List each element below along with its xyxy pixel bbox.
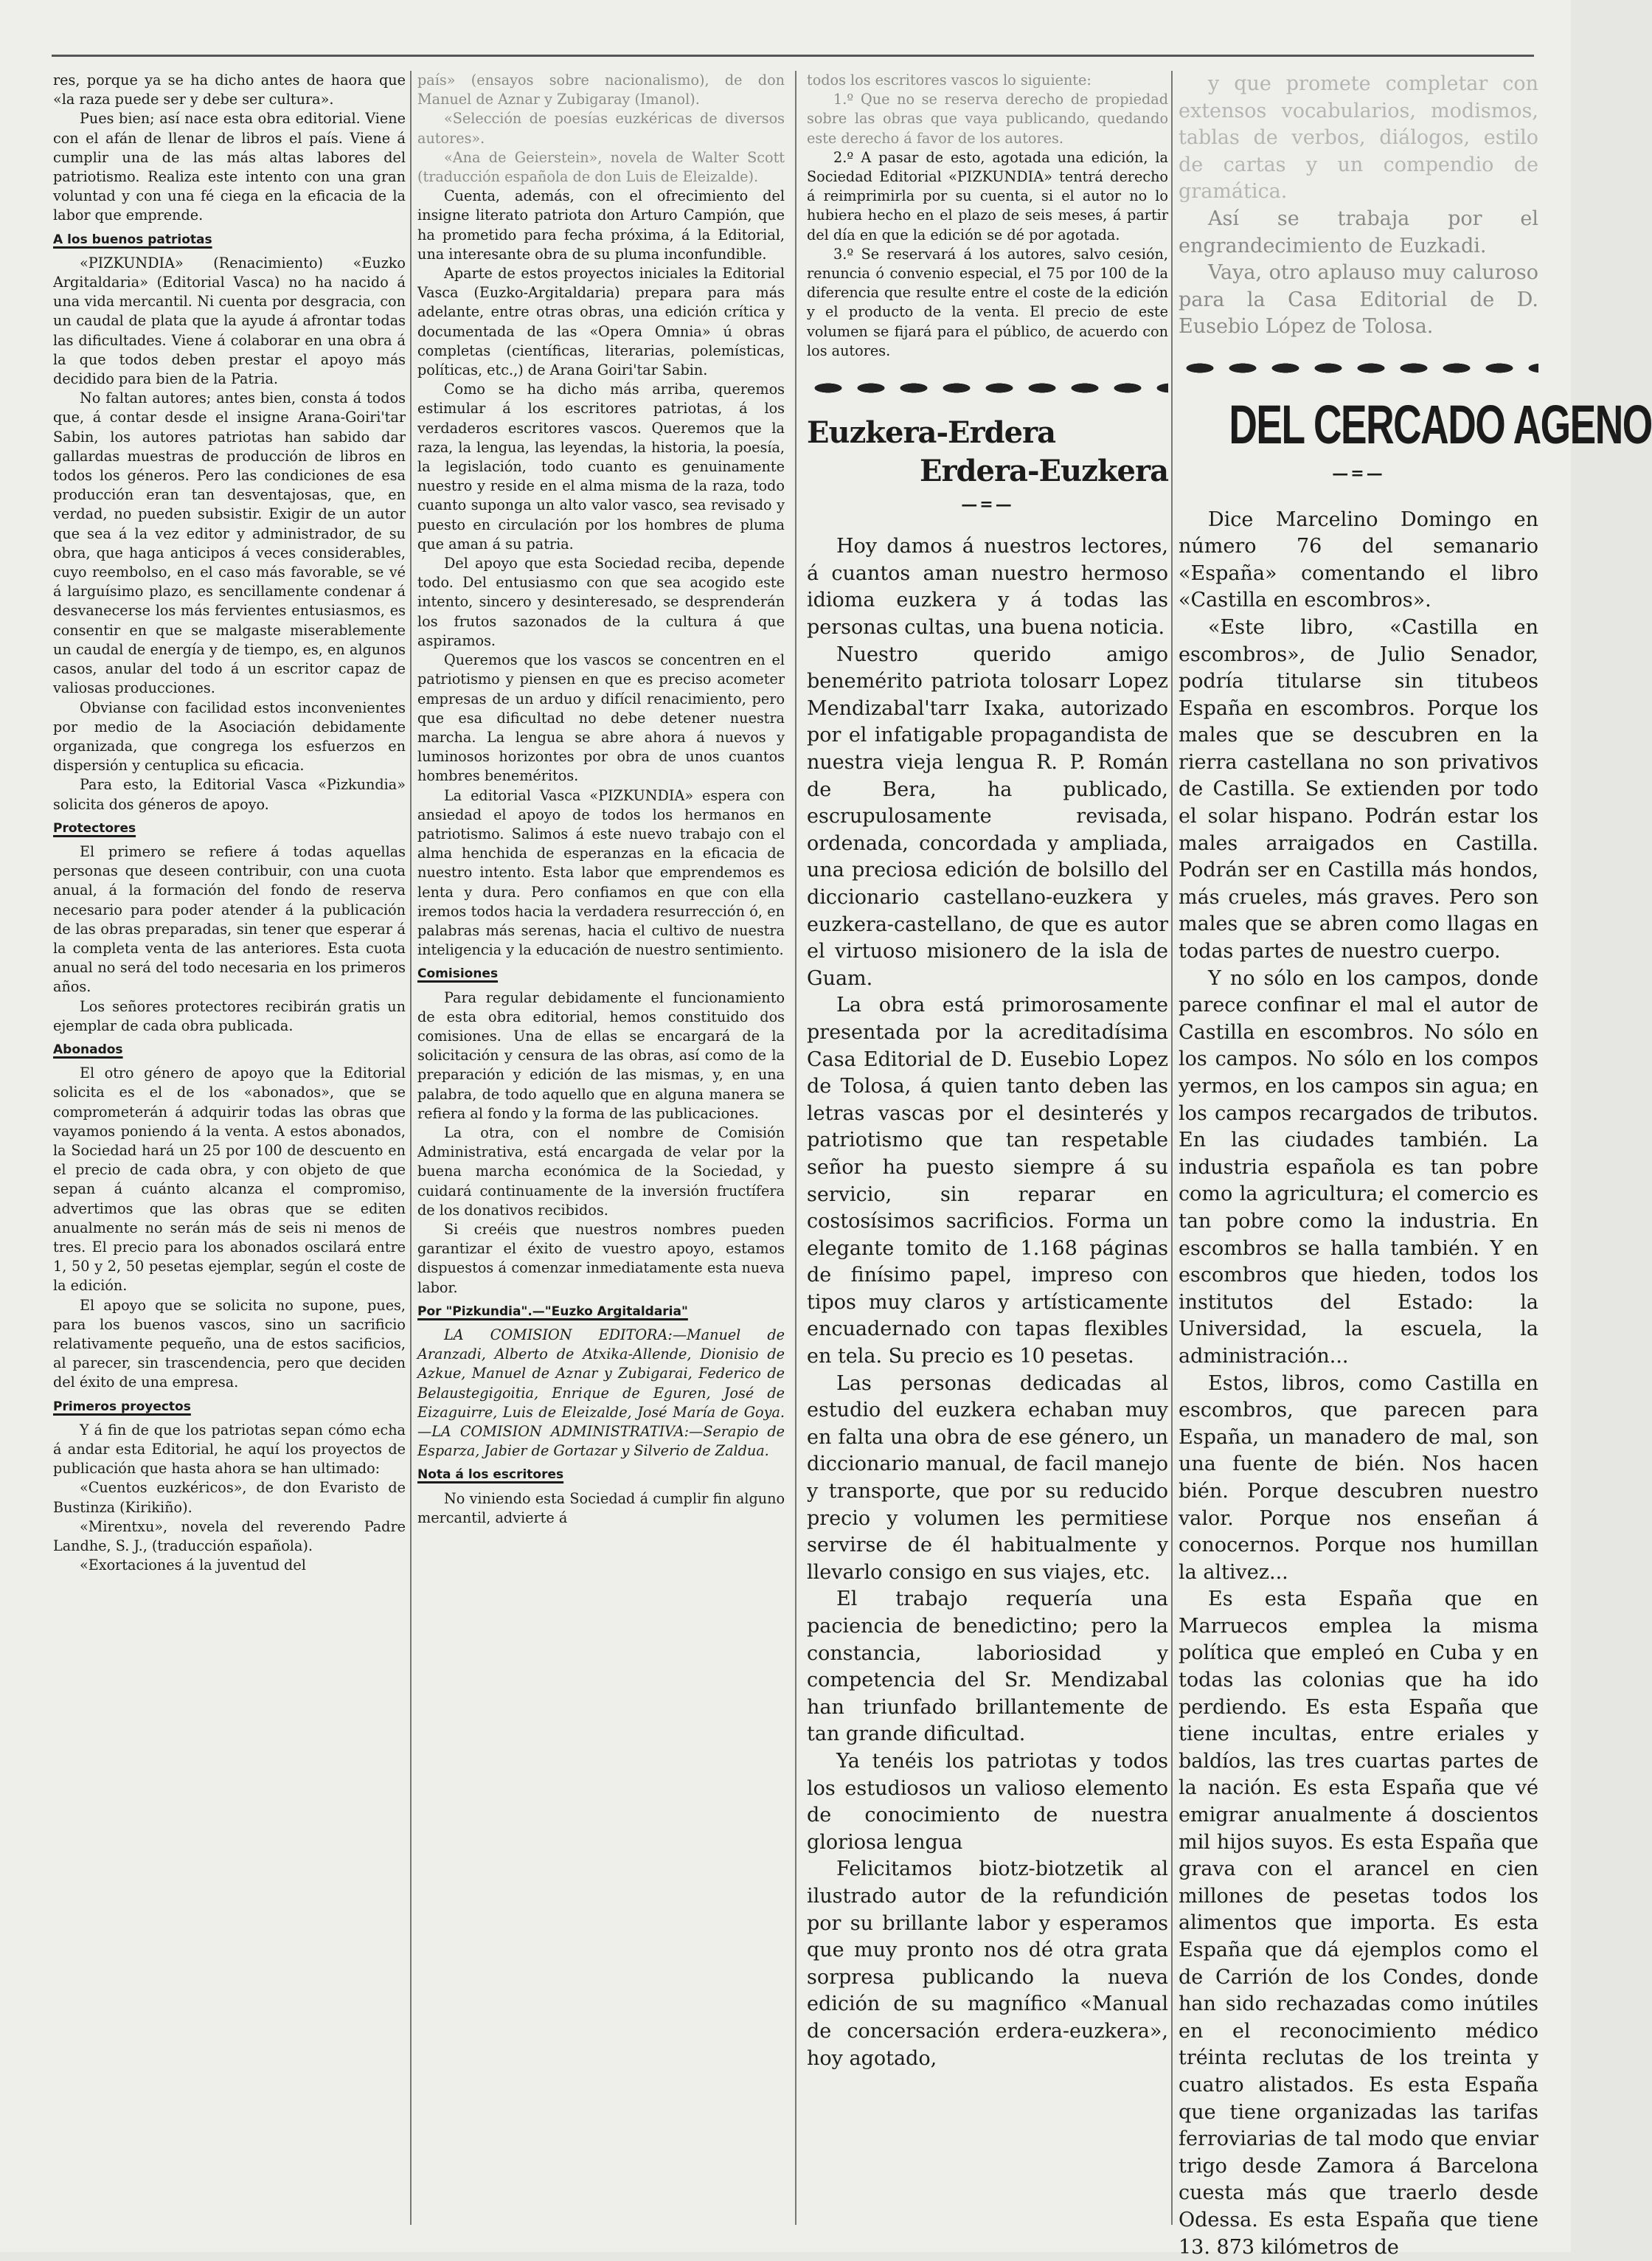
column-divider <box>795 71 796 2225</box>
column-2 <box>417 71 785 2225</box>
paragraph: «Este libro, «Castilla en escombros», de Julio Senador, podría titularse sin titubeos España en escombros. Porque los males que se descubren en la rierra castellana no son privativos de Castilla. Se extienden por todo el solar hispano. Podrán estar los males arraigados en Castilla. Podrán ser en Castilla más hondos, más crueles, más graves. Pero son males que se abren como llagas en todas partes de nuestro cuerpo. <box>1179 615 1538 963</box>
paragraph: res, porque ya se ha dicho antes de haora que «la raza puede ser y debe ser cultura». <box>53 72 406 108</box>
paragraph: «Mirentxu», novela del reverendo Padre Landhe, S. J., (traducción española). <box>53 1517 406 1555</box>
paragraph: y que promete completar con extensos vocabularios, modismos, tablas de verbos, diálogos, estilo de cartas y un compendio de gramática. <box>1179 72 1538 204</box>
paragraph: La otra, con el nombre de Comisión Administrativa, está encargada de velar por la buena marcha económica de la Sociedad, y cuidará continuamente de la inversión fructífera de los donativos recibidos. <box>417 1123 785 1219</box>
paragraph: No viniendo esta Sociedad á cumplir fin alguno mercantil, advierte á <box>417 1489 785 1526</box>
paragraph: Dice Marcelino Domingo en número 76 del semanario «España» comentando el libro «Castilla en escombros». <box>1179 508 1538 612</box>
paragraph: 1.º Que no se reserva derecho de propiedad sobre las obras que vaya publicando, quedando este derecho á favor de los autores. <box>807 91 1168 147</box>
paragraph: Pues bien; así nace esta obra editorial. Viene con el afán de llenar de libros el país. Viene á cumplir una de las más altas labores del patriotismo. Realiza este intento con una gran voluntad y con una fé ciega en la eficacia de la labor que emprende. <box>53 110 406 224</box>
paragraph: Aparte de estos proyectos iniciales la Editorial Vasca (Euzko-Argitaldaria) prepara para más adelante, entre otras obras, una edición crítica y documentada de las «Opera Omnia» ú obras completas (científicas, literarias, polemísticas, políticas, etc.,) de Arana Goiri'tar Sabin. <box>417 265 785 379</box>
article-body <box>807 533 1168 2072</box>
paragraph: «Ana de Geierstein», novela de Walter Scott (traducción española de don Luis de Eleizalde). <box>417 148 785 186</box>
paragraph: Y no sólo en los campos, donde parece confinar el mal el autor de Castilla en escombros. No sólo en los campos. No sólo en los compos yermos, en los campos sin agua; en los campos recargados de tributos. En las ciudades también. La industria española es tan pobre como la agricultura; el comercio es tan pobre como la industria. En escombros se halla también. Y en escombros que hieden, todos los institutos del Estado: la Universidad, la escuela, la administración... <box>1179 966 1538 1368</box>
paragraph: Obvianse con facilidad estos inconvenientes por medio de la Asociación debidamente organizada, que congrega los esfuerzos en dispersión y centuplica su eficacia. <box>53 699 406 775</box>
paragraph: «Exortaciones á la juventud del <box>80 1557 306 1574</box>
article-headline: DEL CERCADO AGENO <box>1229 393 1652 455</box>
paragraph: El trabajo requería una paciencia de benedictino; pero la constancia, laboriosidad y competencia del Sr. Mendizabal han triunfado brillantemente de tan grande dificultad. <box>807 1587 1168 1746</box>
column-4 <box>1179 71 1652 2259</box>
column-divider <box>410 71 412 2225</box>
section-heading: A los buenos patriotas <box>53 232 212 247</box>
paragraph: Queremos que los vascos se concentren en el patriotismo y piensen en que es preciso acometer empresas de un arduo y difícil renacimiento, pero que esa dificultad no debe detener nuestra marcha. La lengua se abre ahora á nuevos y luminosos horizontes por obra de unos cuantos hombres beneméritos. <box>417 651 785 785</box>
section-heading: Comisiones <box>417 966 499 982</box>
paragraph: La editorial Vasca «PIZKUNDIA» espera con ansiedad el apoyo de todos los hermanos en patriotismo. Salimos á este nuevo trabajo con el alma henchida de esperanzas en la eficacia de nuestro intento. Esta labor que emprendemos es lenta y dura. Pero confiamos en que con ella iremos todos hacia la verdadera resurrección ó, en palabras más serenas, hacia el cultivo de nuestra inteligencia y la educación de nuestro sentimiento. <box>417 786 785 959</box>
paragraph: país» (ensayos sobre nacionalismo), de don Manuel de Aznar y Zubigaray (Imanol). <box>417 72 785 108</box>
paragraph: Es esta España que en Marruecos emplea la misma política que empleó en Cuba y en todas las colonias que ha ido perdiendo. Es esta España que tiene incultas, entre eriales y baldíos, las tres cuartas partes de la nación. Es esta España que vé emigrar anualmente á doscientos mil hijos suyos. Es esta España que grava con el arancel en cien millones de pesetas todos los alimentos que importa. Es esta España que dá ejemplos como el de Carrión de los Condes, donde han sido rechazadas como inútiles en el reconocimiento médico tréinta reclutas de los treinta y cuatro alistados. Es esta España que tiene organizadas las tarifas ferroviarias de tal modo que enviar trigo desde Zamora á Barcelona cuesta más que traerlo desde Odessa. Es esta España que tiene 13. 873 kilómetros de <box>1179 1587 1538 2259</box>
paragraph: Ya tenéis los patriotas y todos los estudiosos un valioso elemento de conocimiento de nuestra gloriosa lengua <box>807 1749 1168 1854</box>
section-heading: Abonados <box>53 1042 123 1057</box>
paragraph: No faltan autores; antes bien, consta á todos que, á contar desde el insigne Arana-Goiri'tar Sabin, los autores patriotas han sabido dar gallardas muestras de producción de libros en todos los géneros. Pero las condiciones de esa producción eran tan desventajosas, que, en verdad, no pueden subsistir. Exigir de un autor que sea á la vez editor y administrador, de su obra, que haga anticipos á veces considerables, cuyo reembolso, en el caso más favorable, se vé á larguísimo plazo, es sencillamente condenar á desvanecerse los más fervientes entusiasmos, es consentir en que se malgaste miserablemente un caudal de energía y de tiempo, es, en algunos casos, anular del todo á un escritor capaz de valiosas producciones. <box>53 389 406 697</box>
article-headline: Euzkera-Erdera <box>807 415 1056 451</box>
section-heading: Por "Pizkundia".—"Euzko Argitaldaria" <box>417 1303 688 1319</box>
paragraph: Como se ha dicho más arriba, queremos estimular á los escritores patriotas, á los verdaderos escritores vascos. Queremos que la raza, la lengua, las leyendas, la historia, la poesía, la legislación, todo cuanto es genuinamente nuestro y reside en el alma misma de la raza, todo cuanto suponga un alto valor vasco, sea revisado y puesto en circulación por los hombres de pluma que aman á su patria. <box>417 381 785 553</box>
paragraph: «PIZKUNDIA» (Renacimiento) «Euzko Argitaldaria» (Editorial Vasca) no ha nacido á una vida mercantil. Ni cuenta por desgracia, con un caudal de plata que la ayude á afrontar todas las dificultades. Viene á colaborar en una obra á la que todos deben prestar el apoyo más decidido para bien de la Patria. <box>53 254 406 388</box>
column-3 <box>807 71 1168 2225</box>
article-headline-secondary: Erdera-Euzkera <box>919 454 1168 489</box>
column-divider <box>1171 71 1173 2225</box>
separator: —=— <box>961 495 1014 515</box>
paragraph: El otro género de apoyo que la Editorial solicita es el de los «abonados», que se comprometerán á adquirir todas las obras que vayamos poniendo á la venta. A estos abonados, la Sociedad hará un 25 por 100 de descuento en el precio de cada obra, y con objeto de que sepan á cuánto alcanza el compromiso, advertimos que las obras que se editen anualmente no serán más de seis ni menos de tres. El precio para los abonados oscilará entre 1, 50 y 2, 50 pesetas ejemplar, según el coste de la edición. <box>53 1064 406 1295</box>
paragraph: El primero se refiere á todas aquellas personas que deseen contribuir, con una cuota anual, á la formación del fondo de reserva necesario para poder atender á la publicación de las obras preparadas, sin tener que esperar á la completa venta de las anteriores. Esta cuota anual no será del todo necesaria en los primeros años. <box>53 842 406 996</box>
section-heading: Protectores <box>53 820 136 836</box>
paragraph: «Cuentos euzkéricos», de don Evaristo de Bustinza (Kirikiño). <box>53 1479 406 1516</box>
paragraph: Para esto, la Editorial Vasca «Pizkundia» solicita dos géneros de apoyo. <box>53 776 406 813</box>
paragraph: La obra está primorosamente presentada por la acreditadísima Casa Editorial de D. Eusebio Lopez de Tolosa, á quien tanto deben las letras vascas por el desinterés y patriotismo que tan respetable señor ha puesto siempre á su servicio, sin reparar en costosísimos sacrificios. Forma un elegante tomito de 1.168 páginas de finísimo papel, impreso con tipos muy claros y artísticamente encuadernado con tapas flexibles en tela. Su precio es 10 pesetas. <box>807 994 1168 1368</box>
paragraph: Hoy damos á nuestros lectores, á cuantos aman nuestro hermoso idioma euzkera y á todas las personas cultas, una buena noticia. <box>807 535 1168 640</box>
paragraph: Felicitamos biotz-biotzetik al ilustrado autor de la refundición por su brillante labor y esperamos que muy pronto nos dé otra grata sorpresa publicando la nueva edición de su magnífico «Manual de concersación erdera-euzkera», hoy agotado, <box>807 1857 1168 2070</box>
paragraph: Nuestro querido amigo benemérito patriota tolosarr Lopez Mendizabal'tarr Ixaka, autorizado por el infatigable propagandista de nuestra vieja lengua R. P. Román de Bera, ha publicado, escrupulosamente revisada, ordenada, concordada y ampliada, una preciosa edición de bolsillo del diccionario castellano-euzkera y euzkera-castellano, de que es autor el virtuoso misionero de la isla de Guam. <box>807 643 1168 990</box>
paragraph: «Selección de poesías euzkéricas de diversos autores». <box>417 110 785 147</box>
paragraph: Si creéis que nuestros nombres pueden garantizar el éxito de vuestro apoyo, estamos dispuestos á comenzar inmediatamente esta nueva labor. <box>417 1220 785 1296</box>
paragraph: El apoyo que se solicita no supone, pues, para los buenos vascos, sino un sacrificio relativamente pequeño, una de estos sacificios, al parecer, sin trascendencia, pero que deciden del éxito de una empresa. <box>53 1296 406 1391</box>
section-heading: Primeros proyectos <box>53 1399 191 1414</box>
commission-credits: LA COMISION EDITORA:—Manuel de Aranzadi, Alberto de Atxika-Allende, Dionisio de Azkue, Manuel de Aznar y Zubigarai, Federico de Belaustegigoitia, Enrique de Eguren, José de Eizaguirre, Luis de Eleizalde, José María de Goya.—LA COMISION ADMINISTRATIVA:—Serapio de Esparza, Jabier de Gortazar y Silverio de Zaldua. <box>417 1326 785 1460</box>
ornament-divider <box>807 377 1168 399</box>
paragraph: Así se trabaja por el engrandecimiento de Euzkadi. <box>1179 207 1538 257</box>
paragraph: 2.º A pasar de esto, agotada una edición, la Sociedad Editorial «PIZKUNDIA» tentrá derecho á reimprimirla por su cuenta, si el autor no lo hubiera hecho en el plazo de seis meses, á partir del día en que la edición se dé por agotada. <box>807 148 1168 243</box>
paragraph: Los señores protectores recibirán gratis un ejemplar de cada obra publicada. <box>53 997 406 1034</box>
paragraph: Para regular debidamente el funcionamiento de esta obra editorial, hemos constituido dos comisiones. Una de ellas se encargará de la solicitación y censura de las obras, así como de la preparación y edición de las mismas, y, en una palabra, de todo aquello que en alguna manera se refiera al fondo y la forma de las publicaciones. <box>417 988 785 1122</box>
paragraph: Las personas dedicadas al estudio del euzkera echaban muy en falta una obra de ese género, un diccionario manual, de facil manejo y transporte, que por su reducido precio y volumen les permitiese servirse de él habitualmente y llevarlo consigo en sus viajes, etc. <box>807 1371 1168 1584</box>
section-heading: Nota á los escritores <box>417 1467 564 1483</box>
ornament-divider <box>1179 357 1538 379</box>
paragraph: Y á fin de que los patriotas sepan cómo echa á andar esta Editorial, he aquí los proyectos de publicación que hasta ahora se han ultimado: <box>53 1421 406 1478</box>
column-1 <box>53 71 406 2225</box>
paragraph: Cuenta, además, con el ofrecimiento del insigne literato patriota don Arturo Campión, que ha prometido para fecha próxima, á la Editorial, una interesante obra de su pluma inconfundible. <box>417 187 785 263</box>
separator: —=— <box>1332 463 1385 483</box>
paragraph: 3.º Se reservará á los autores, salvo cesión, renuncia ó convenio especial, el 75 por 100 de la diferencia que resulte entre el coste de la edición y el producto de la venta. El precio de este volumen se fijará para el público, de acuerdo con los autores. <box>807 245 1168 359</box>
paragraph: Estos, libros, como Castilla en escombros, que parecen para España, un manadero de mal, son una fuente de bién. Nos hacen bién. Porque descubren nuestro valor. Porque nos enseñan á conocernos. Porque nos humillan la altivez... <box>1179 1371 1538 1584</box>
top-rule <box>52 55 1534 57</box>
paragraph: todos los escritores vascos lo siguiente: <box>807 72 1092 89</box>
paragraph: Del apoyo que esta Sociedad reciba, depende todo. Del entusiasmo con que sea acogido este intento, sincero y desinteresado, se desprenderán los frutos sazonados de la cultura á que aspiramos. <box>417 555 785 649</box>
paragraph: Vaya, otro aplauso muy caluroso para la Casa Editorial de D. Eusebio López de Tolosa. <box>1179 261 1538 339</box>
